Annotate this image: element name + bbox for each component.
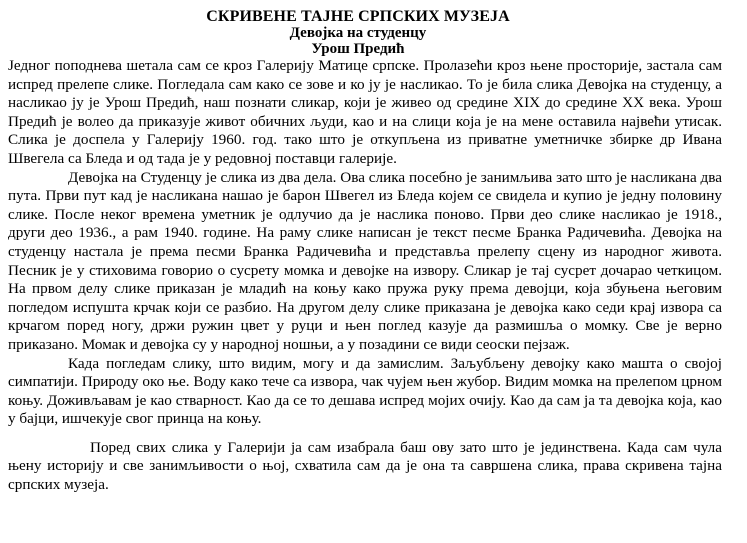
document-page: [8, 9, 722, 495]
document-title: СКРИВЕНЕ ТАЈНЕ СРПСКИХ МУЗЕЈА: [206, 8, 510, 25]
paragraph-3: Када погледам слику, што видим, могу и да замислим. Заљубљену девојку како машта о својој симпатији. Природу око ње. Воду како тече са извора, чак чујем њен жубор. Видим момка на прелепом црном коњу. Доживљавам је као стварност. Као да се то дешава испред мојих очију. Као да сам ја та девојка која, као у бајци, ишчекује свог принца на коњу.: [8, 354, 722, 428]
artist-name: Урош Предић: [311, 41, 405, 57]
paragraph-4: Поред свих слика у Галерији ја сам изабрала баш ову зато што је јединствена. Када сам чула њену историју и све занимљивости о њој, схватила сам да је она та савршена слика, права скривена тајна српских музеја.: [8, 438, 722, 494]
paragraph-1: Једног поподнева шетала сам се кроз Галерију Матице српске. Пролазећи кроз њене просторије, застала сам испред прелепе слике. Погледала сам како се зове и ко ју је насликао. То је била слика Девојка на студенцу, а насликао ју је Урош Предић, наш познати сликар, који је живео од средине XIX до средине XX века. Урош Предић је волео да приказује живот обичних људи, као и на слици која је на мене оставила највећи утисак. Слика је доспела у Галерију 1960. год. тако што је откупљена из приватне уметничке збирке др Ивана Швегела са Бледа и од тада је у редовној поставци галерије.: [8, 57, 722, 167]
artwork-title: Девојка на студенцу: [289, 25, 427, 41]
document-header: [128, 9, 588, 57]
paragraph-2: Девојка на Студенцу је слика из два дела. Ова слика посебно је занимљива зато што је насликана два пута. Први пут кад је насликана нашао је барон Швегел из Бледа којем се свидела и купио је једну половину слике. После неког времена уметник је одлучио да је наслика поново. Први део слике насликао је 1918., други део 1936., а рам 1940. године. На раму слике написан је текст песме Бранка Радичевића. Девојка на студенцу настала је према песми Бранка Радичевића и представља прелепу сцену из народног живота. Песник је у стиховима говорио о сусрету момка и девојке на извору. Сликар је тај сусрет дочарао четкицом. На првом делу слике приказан је младић на коњу како пружа руку према девојци, која збуњена његовим погледом испушта крчак који се разбио. На другом делу слике приказана је девојка како седи крај извора са крчагом поред ногу, држи ружин цвет у руци и њен поглед казује да размишља о момку. Све је верно приказано. Момак и девојка су у народној ношњи, а у позадини се види сеоски пејзаж.: [8, 168, 722, 353]
